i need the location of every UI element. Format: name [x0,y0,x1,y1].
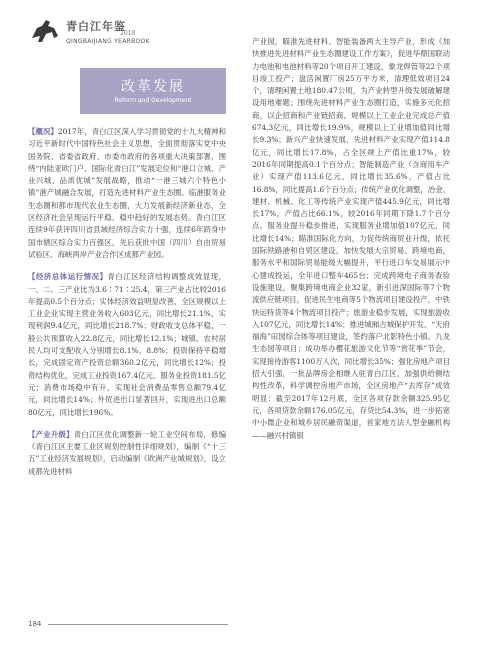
yearbook-title: 青白江年鉴 [66,20,126,33]
paragraph-economy [28,271,226,419]
paragraph-text: 青白江区经济结构调整成效显现，一、二、三产业比为3.6∶71∶25.4，第三产业占比较2016年提高0.5个百分点；实体经济效益明显改善，全区规模以上工业企业实现主营业务收入603亿元，同比增长21.1%，实现利润9.4亿元，同比增长218.7%；财政收支总体平稳，一般公共预算收入22.8亿元，同比增长12.1%；城镇、农村居民人均可支配收入分别增长8.1%、8.8%；投资保持平稳增长，完成固定资产投资总额360.2亿元，同比增长12%；投资结构优化，完成工业投资167.4亿元、服务业投资181.5亿元；消费市场稳中有升，实现社会消费品零售总额79.4亿元，同比增长14%；外贸进出口显著回升，实现进出口总额80亿元，同比增长196%。 [28,272,226,417]
paragraph-text: 2017年，青白江区深入学习贯彻党的十九大精神和习近平新时代中国特色社会主义思想，全面贯彻落实党中央国务院、省委省政府、市委市政府的各项重大决策部署，围绕“内陆亚欧门户、国际化青白江”发展定位和“港口立城、产业兴城、品质优城”发展战略，推动“一港三城六个特色小镇”港产城融合发展，打造先进材料产业生态圈、临港服务业生态圈和都市现代农业生态圈，大力发展新经济新业态，全区经济社会呈现运行平稳、稳中趋好的发展态势。青白江区连续9年获评四川省县域经济综合实力十强，连续6年跻身中国市辖区综合实力百强区，先后获批中国（四川）自由贸易试验区、海峡两岸产业合作区成都产业园。 [28,127,226,259]
paragraph-text: 产业园，瞄准先进材料、智能装备两大主导产业，形成《加快推进先进材料产业生态圈建设工作方案》，促进华鼎国联动力电池和电池材料等20个项目开工建设，象龙焊管等22个项目竣工投产；盘活闲置厂房25万平方米，清理低效项目24个，清理闲置土地180.47公顷，为产业转型升级发展破解建设用地难题；围绕先进材料产业生态圈打造，实施多元化招商，以企招商和产业链招商。规模以上工业企业完成总产值674.3亿元，同比增长19.9%，规模以上工业增加值同比增长9.3%；新兴产业快速发展，先进材料产业实现产值114.8亿元，同比增长17.8%，占全区规上产值比重17%，较2016年同期提高0.1个百分点；智能制造产业（含商用车产业）实现产值113.6亿元，同比增长35.6%，产值占比16.8%，同比提高1.6个百分点；传统产业优化调整，冶金、建材、机械、化工等传统产业实现产值445.9亿元，同比增长17%，产值占比66.1%，较2016年同期下降1.7个百分点。服务业提升稳步推进，实现服务业增加值107亿元，同比增长14%；瞄准国际化方向，力促传统商贸业升级，依托国际铁路港和自贸区建设，加快发展大宗贸易、跨境电商，服务水平和国际贸易能级大幅提升，平行进口车交易展示中心建成投运，全年进口整车465台；完成跨境电子商务查验设施建设，聚集跨境电商企业32家，新引进深国际等7个物流供应链项目，促进民生电商等5个物流项目建设投产，中铁快运特货等4个物流项目投产；旅游业稳步发展，实现旅游收入107亿元，同比增长14%；推进城厢古城保护开发、“天府福海”田园综合体等项目建设，签约落户北影特色小镇、九龙生态园等项目；成功举办樱花旅游文化节等“赏花季”节会，实现接待游客1100万人次，同比增长35%；强化房地产项目招大引强，一批品牌房企相继入驻青白江区，加强供给侧结构性改革，科学调控房地产市场，全区房地产“去库存”成效明显：截至2017年12月底，全区各项存款余额325.95亿元，各项贷款余额176.05亿元，存贷比54.3%，进一步拓宽中小微企业和城乡居民融资渠道，首家地方法人型金融机构——融兴村镇银 [252,37,450,440]
right-column [252,36,450,442]
paragraph-industry [28,429,226,478]
horse-logo-icon [28,16,62,46]
left-column [28,126,226,478]
paragraph-text: 青白江区优化调整新一轮工业空间布局，修编《青白江区主要工业区规划控制性详细规划》，编制《“十三五”工业经济发展规划》，启动编制《欧洲产业城规划》，设立成都先进材料 [28,429,226,476]
paragraph-tag: 【产业升级】 [28,429,74,439]
section-title: 改革发展 [121,79,185,95]
paragraph-overview [28,126,226,261]
yearbook-header [28,16,188,52]
yearbook-subtitle: QINGBAIJIANG YEARBOOK [66,38,150,45]
section-banner [80,68,226,114]
paragraph-tag: 【经济总体运行情况】 [28,272,108,282]
yearbook-year: 2018 [120,30,136,37]
footer-divider [48,624,228,625]
paragraph-tag: 【概况】 [28,127,58,136]
section-subtitle: Reform and Development [114,97,192,104]
page-number: 184 [28,620,42,628]
